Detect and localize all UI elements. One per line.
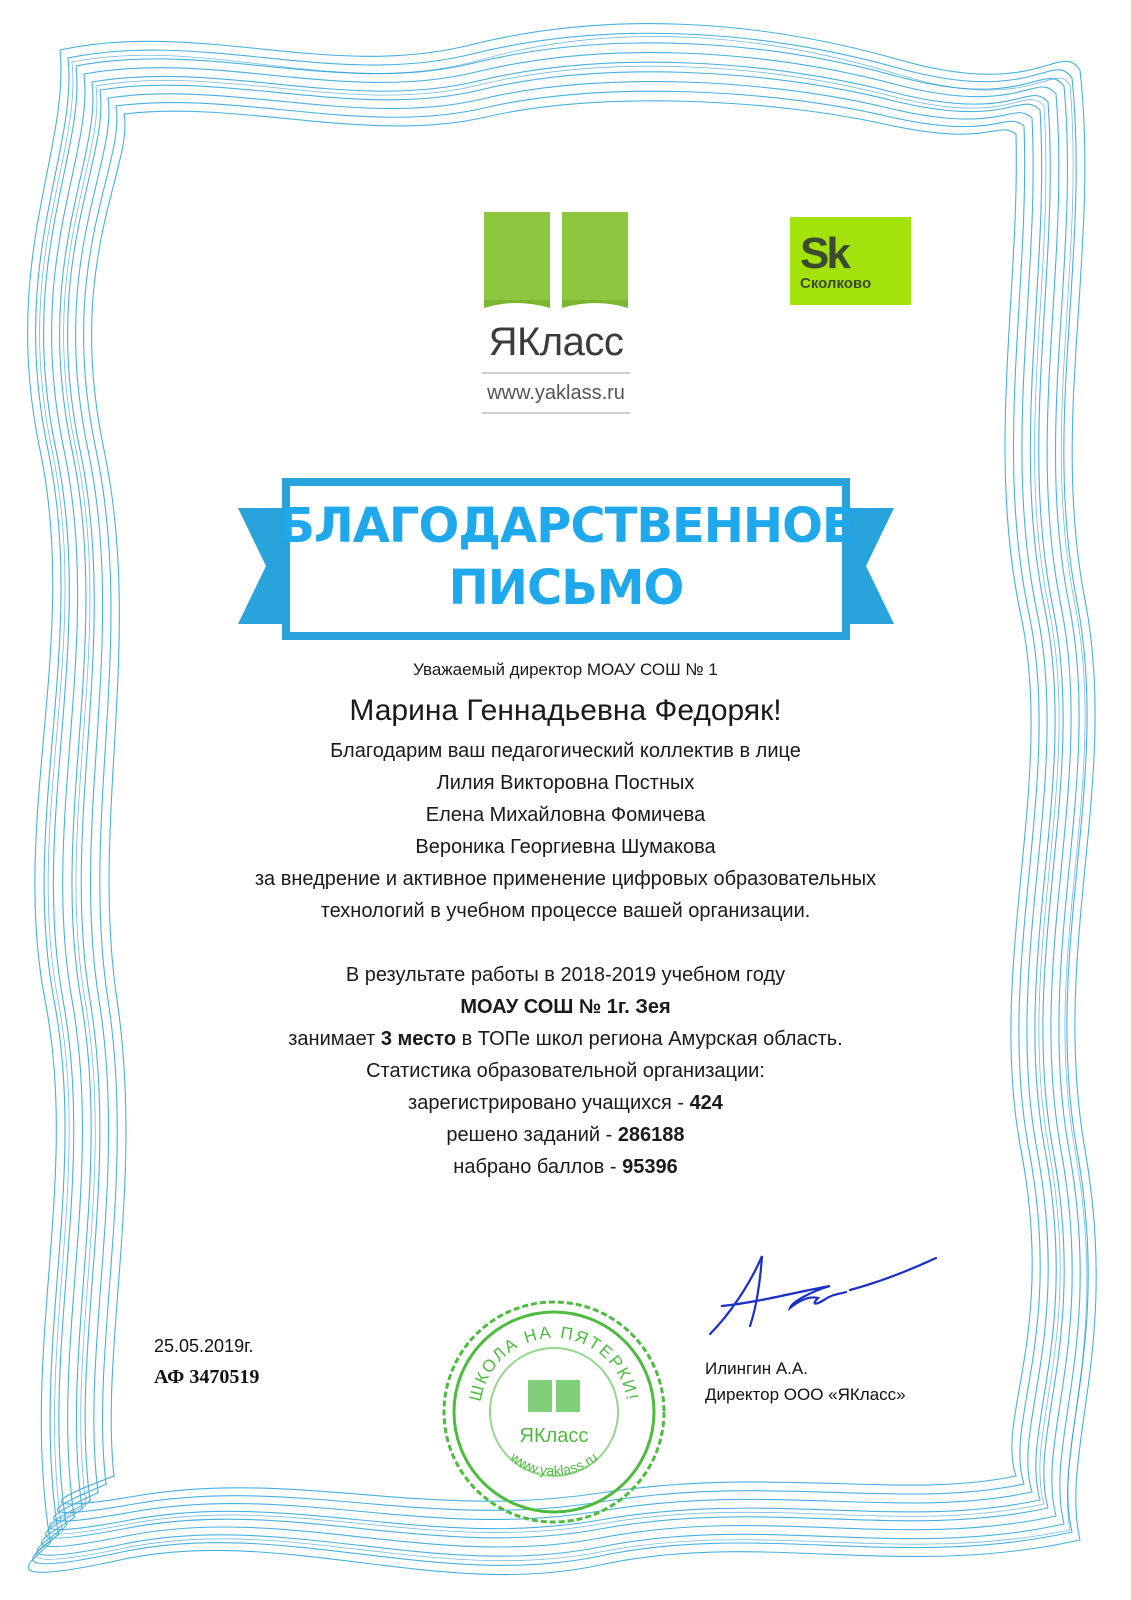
title-banner [238,474,894,650]
title-line-2: ПИСЬМО [448,560,684,616]
skolkovo-mark: Sk [800,229,848,278]
thanks-intro: Благодарим ваш педагогический коллектив в лице [330,740,801,762]
stat-tasks [90,1124,1041,1147]
rank-line [90,1028,1041,1051]
letter-body [90,660,1041,1180]
signer-name: Илингин А.А. [705,1359,808,1378]
stat-value: 286188 [617,1124,685,1146]
teacher-name: Елена Михайловна Фомичева [425,804,706,826]
stat-value: 95396 [622,1156,678,1178]
stats-title: Статистика образовательной организации: [366,1060,765,1082]
stat-value: 424 [689,1092,723,1114]
signer-title: Директор ООО «ЯКласс» [705,1385,906,1404]
stat-label: набрано баллов - [453,1156,623,1178]
skolkovo-logo [790,217,911,305]
yaklass-logo [476,212,636,422]
yaklass-name: ЯКласс [488,320,624,364]
seal-arc-text: ШКОЛА НА ПЯТЕРКИ! [465,1322,643,1404]
reason-line-2: технологий в учебном процессе вашей организации. [320,900,811,922]
reason-line-1: за внедрение и активное применение цифровых образовательных [254,868,877,890]
stat-students [90,1092,1041,1115]
title-line-1: БЛАГОДАРСТВЕННОЕ [278,498,854,554]
rank-value: 3 место [380,1028,457,1050]
seal-name: ЯКласс [519,1425,589,1447]
divider [482,372,630,374]
result-intro: В результате работы в 2018-2019 учебном году [345,964,786,986]
teacher-name: Лилия Викторовна Постных [436,772,695,794]
signer-block [705,1356,906,1408]
yaklass-url: www.yaklass.ru [487,382,625,404]
stat-label: зарегистрировано учащихся - [408,1092,690,1114]
salutation: Уважаемый директор МОАУ СОШ № 1 [413,660,718,679]
school-seal [438,1296,670,1528]
seal-url: www.yaklass.ru [507,1448,601,1479]
seal-book-icon [528,1380,580,1412]
serial-number: АФ 3470519 [154,1366,260,1388]
rank-prefix: занимает [288,1028,376,1050]
teacher-name: Вероника Георгиевна Шумакова [415,836,716,858]
issue-date: 25.05.2019г. [154,1336,254,1356]
addressee: Марина Геннадьевна Федоряк! [349,694,782,727]
school-name: МОАУ СОШ № 1г. Зея [460,996,671,1018]
stat-label: решено заданий - [446,1124,618,1146]
handwritten-signature [700,1244,940,1344]
svg-text:www.yaklass.ru [507,1448,600,1478]
open-book-icon [476,212,636,316]
stat-points [90,1156,1041,1179]
skolkovo-word: Сколково [800,275,872,292]
rank-suffix: в ТОПе школ региона Амурская область. [461,1028,843,1050]
divider [482,412,630,414]
